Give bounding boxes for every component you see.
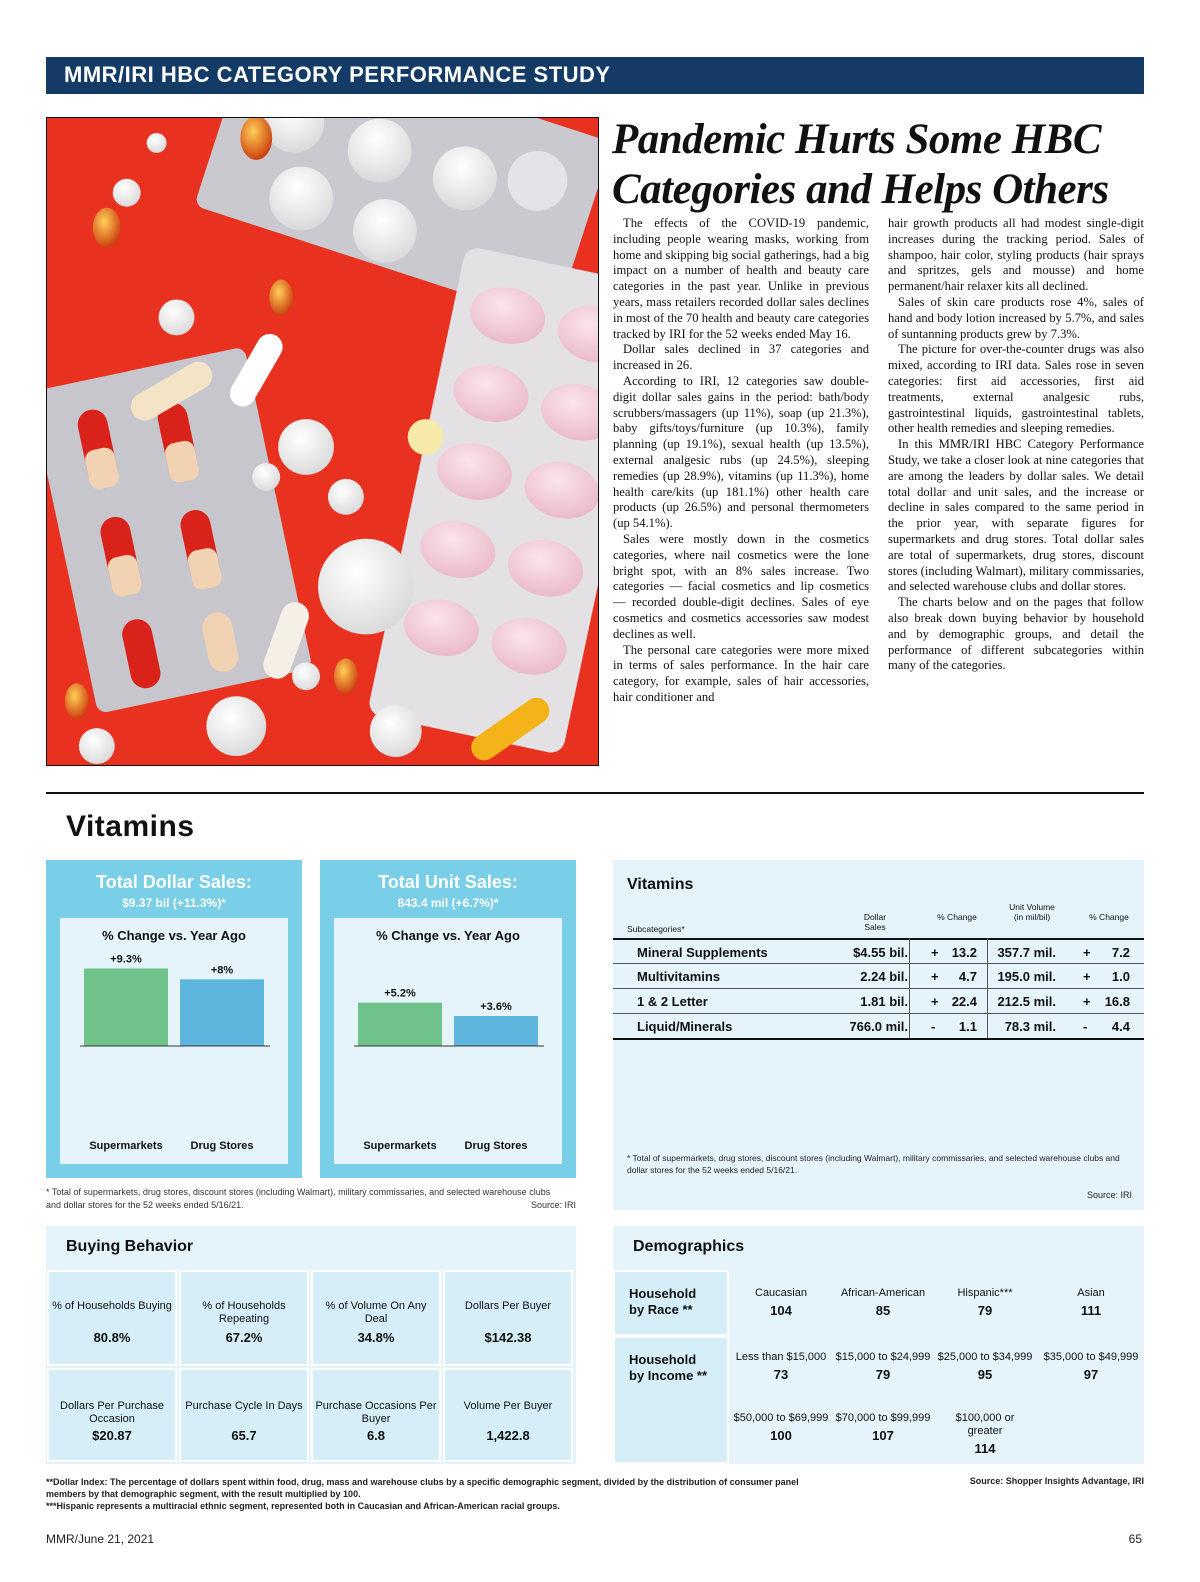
unit-chart-title: % Change vs. Year Ago — [376, 928, 520, 943]
dollar-chart-panel — [60, 918, 288, 1164]
demographic-label: $15,000 to $24,999 — [835, 1351, 931, 1363]
demographic-cell — [937, 1287, 1033, 1317]
unit-change-sign: + — [1083, 994, 1091, 1009]
demographic-index: 100 — [770, 1428, 792, 1443]
metric-label: % of Volume On Any Deal — [325, 1300, 427, 1325]
dollar-change: 22.4 — [951, 994, 977, 1009]
demographic-label: Caucasian — [755, 1287, 807, 1299]
dollar-change-sign: + — [931, 945, 939, 960]
dollar-change-sign: - — [931, 1019, 936, 1034]
summary-footnote-text: * Total of supermarkets, drug stores, discount stores (including Walmart), military commissaries, and selected warehouse clubs and dollar stores for the 52 weeks ended 5/16/21. — [46, 1187, 551, 1210]
subcategory-name: Liquid/Minerals — [637, 1019, 733, 1034]
dollar-sales: 766.0 mil. — [849, 1019, 908, 1034]
buying-behavior-cell — [179, 1270, 309, 1366]
unit-change: 1.0 — [1111, 969, 1130, 984]
metric-label: Dollars Per Buyer — [464, 1300, 552, 1312]
article-paragraph: The picture for over-the-counter drugs was also mixed, according to IRI data. Sales rose in seven categories: first aid accessories, first aid treatments, external analgesic rubs, gastrointestinal liquids, gastrointestinal tablets, other health remedies and sleeping remedies. — [888, 342, 1144, 436]
dollar-chart-title: % Change vs. Year Ago — [102, 928, 246, 943]
hispanic-note: ***Hispanic represents a multiracial ethnic segment, represented both in Caucasian and African-American racial groups. — [46, 1501, 560, 1511]
article-paragraph: According to IRI, 12 categories saw double-digit dollar sales gains in the period: bath/body scrubbers/massagers (up 11%), soap (up 21.3%), baby gifts/toys/furniture (up 10.3%), family planning (up 19.1%), sexual health (up 13.5%), external analgesic rubs (up 24.5%), sleeping remedies (up 28.9%), vitamins (up 11.3%), home health care/kits (up 181.1%) other health care products (up 26.5%) and personal thermometers (up 54.1%). — [613, 373, 869, 531]
metric-value: 67.2% — [225, 1330, 263, 1345]
buying-behavior-cell — [47, 1270, 177, 1366]
article-paragraph: hair growth products all had modest single-digit increases during the tracking period. Sales of shampoo, hair color, styling products (hair sprays and spritzes, gels and mousse) and home permanent/hair relaxer kits all declined. — [888, 216, 1144, 294]
dollar-change-sign: + — [931, 994, 939, 1009]
buying-behavior-cell — [443, 1270, 573, 1366]
bar-drug-stores — [454, 1016, 538, 1046]
total-unit-sales-box — [320, 860, 576, 1178]
demographic-index: 79 — [875, 1367, 891, 1382]
demographic-cell — [733, 1351, 829, 1381]
unit-change: 4.4 — [1111, 1019, 1130, 1034]
demographic-label: $100,000 or greater — [955, 1412, 1015, 1437]
demographic-label: $70,000 to $99,999 — [835, 1412, 931, 1424]
demographic-cell — [733, 1287, 829, 1317]
article-column-1 — [613, 216, 869, 706]
category-label: Supermarkets — [363, 1140, 437, 1152]
table-row — [613, 1013, 1144, 1040]
demographics-panel — [613, 1226, 1144, 1464]
demographic-index: 79 — [977, 1303, 993, 1318]
article-paragraph: Sales of skin care products rose 4%, sales of hand and body lotion increased by 5.7%, and sales of suntanning products grew by 7.3%. — [888, 294, 1144, 341]
summary-source: Source: IRI — [530, 1200, 576, 1210]
demographic-index: 111 — [1080, 1303, 1102, 1318]
header-pct-change-units: % Change — [1089, 912, 1129, 922]
metric-value: 1,422.8 — [486, 1428, 530, 1443]
metric-label: % of Households Repeating — [202, 1300, 286, 1325]
bar-supermarkets — [358, 1003, 442, 1046]
table-row — [613, 988, 1144, 1013]
demographic-label: African-American — [840, 1287, 926, 1299]
unit-chart-panel — [334, 918, 562, 1164]
demographic-index: 114 — [974, 1441, 996, 1456]
demographic-cell — [937, 1351, 1033, 1381]
header-banner — [46, 57, 1144, 94]
dollar-sales-value: $9.37 bil (+11.3%)* — [122, 896, 226, 910]
demographic-cell — [937, 1412, 1033, 1455]
unit-sales-title: Total Unit Sales: — [378, 872, 518, 892]
dollar-change: 4.7 — [958, 969, 977, 984]
subcategory-name: Multivitamins — [637, 969, 721, 984]
demographic-label: Less than $15,000 — [735, 1351, 827, 1363]
demographic-label: $25,000 to $34,999 — [937, 1351, 1033, 1363]
category-label: Supermarkets — [89, 1140, 163, 1152]
metric-value: $142.38 — [484, 1330, 532, 1345]
dollar-sales: $4.55 bil. — [853, 945, 908, 960]
publication-date: MMR/June 21, 2021 — [46, 1532, 155, 1546]
summary-footnote — [46, 1186, 576, 1212]
demographic-label: Asian — [1077, 1287, 1105, 1299]
metric-label: Purchase Occasions Per Buyer — [315, 1400, 437, 1425]
demographic-cell — [1043, 1351, 1139, 1381]
page-footnotes — [46, 1476, 806, 1512]
unit-volume: 357.7 mil. — [997, 945, 1056, 960]
dollar-change-chart — [60, 918, 288, 1164]
metric-label: % of Households Buying — [52, 1300, 172, 1312]
dollar-change: 13.2 — [951, 945, 977, 960]
buying-behavior-cell — [311, 1368, 441, 1462]
subcategory-name: 1 & 2 Letter — [637, 994, 708, 1009]
metric-value: $20.87 — [92, 1428, 132, 1443]
table-row — [613, 963, 1144, 988]
unit-change: 16.8 — [1104, 994, 1130, 1009]
race-row-label: Household by Race ** — [613, 1270, 729, 1336]
demographic-index: 104 — [770, 1303, 792, 1318]
article-column-2 — [888, 216, 1144, 674]
headline-line-1: Pandemic Hurts Some HBC — [612, 116, 1102, 163]
unit-change-sign: + — [1083, 969, 1091, 984]
metric-label: Volume Per Buyer — [463, 1400, 553, 1412]
category-label: Drug Stores — [190, 1140, 254, 1152]
demographic-cell — [733, 1412, 829, 1442]
header-pct-change: % Change — [937, 912, 977, 922]
bar-value-label: +8% — [210, 964, 234, 977]
bar-value-label: +3.6% — [480, 1001, 512, 1013]
demographic-index: 85 — [875, 1303, 891, 1318]
section-divider — [46, 792, 1144, 794]
total-dollar-sales-box — [46, 860, 302, 1178]
bar-value-label: +5.2% — [384, 987, 416, 1000]
demographic-label: $50,000 to $69,999 — [733, 1412, 829, 1424]
vitamins-table-source: Source: IRI — [1086, 1190, 1132, 1200]
table-divider — [987, 938, 988, 1038]
demographic-index: 95 — [977, 1367, 993, 1382]
unit-volume: 78.3 mil. — [1004, 1019, 1056, 1034]
subcategory-name: Mineral Supplements — [637, 945, 768, 960]
metric-value: 6.8 — [366, 1428, 386, 1443]
vitamins-table-panel — [613, 860, 1144, 1210]
unit-change-sign: + — [1083, 945, 1091, 960]
metric-label: Dollars Per Purchase Occasion — [60, 1400, 164, 1425]
demographic-cell — [1043, 1287, 1139, 1317]
unit-change-sign: - — [1083, 1019, 1088, 1034]
vitamins-table-footnote: * Total of supermarkets, drug stores, discount stores (including Walmart), military commissaries, and selected warehouse clubs and dollar stores for the 52 weeks ended 5/16/21. — [627, 1153, 1120, 1175]
unit-volume: 212.5 mil. — [997, 994, 1056, 1009]
table-divider — [909, 938, 910, 1038]
banner-text: MMR/IRI HBC CATEGORY PERFORMANCE STUDY — [64, 62, 611, 87]
bar-drug-stores — [180, 979, 264, 1046]
demographic-cell — [835, 1412, 931, 1442]
article-paragraph: The effects of the COVID-19 pandemic, including people wearing masks, working from home and skipping big social gatherings, had a big impact on a number of health and beauty care categories in the past year. Unlike in previous years, mass retailers recorded dollar sales declines in most of the 70 health and beauty care categories tracked by IRI for the 52 weeks ended May 16. — [613, 216, 869, 341]
table-row — [613, 938, 1144, 963]
demographic-label: Hispanic*** — [957, 1287, 1013, 1299]
buying-behavior-cell — [443, 1368, 573, 1462]
income-row-label: Household by Income ** — [613, 1336, 729, 1464]
article-paragraph: Sales were mostly down in the cosmetics categories, where nail cosmetics were the lone bright spot, with an 8% sales increase. Two categories — facial cosmetics and lip cosmetics — recorded double-digit declines. Sales of eye cosmetics and cosmetics accessories saw modest declines as well. — [613, 531, 869, 641]
demographic-cell — [835, 1287, 931, 1317]
buying-behavior-panel — [46, 1226, 576, 1464]
pills-photo — [46, 117, 599, 766]
unit-volume: 195.0 mil. — [997, 969, 1056, 984]
demographics-title: Demographics — [633, 1238, 745, 1255]
demographics-source: Source: Shopper Insights Advantage, IRI — [969, 1476, 1144, 1486]
vitamins-table-title: Vitamins — [627, 876, 694, 893]
demographic-cell — [835, 1351, 931, 1381]
bar-supermarkets — [84, 969, 168, 1047]
header-unit-volume: Unit Volume (in mil/bil) — [1009, 902, 1055, 922]
demographic-label: $35,000 to $49,999 — [1043, 1351, 1139, 1363]
article-paragraph: In this MMR/IRI HBC Category Performance Study, we take a closer look at nine categories that are among the leaders by dollar sales. We detail total dollar and unit sales, and the increase or decline in sales compared to the same period in the prior year, with separate figures for supermarkets and drug stores. Total dollar sales are total of supermarkets, drug stores, discount stores (including Walmart), military commissaries, and selected warehouse clubs and dollar stores. — [888, 437, 1144, 594]
unit-change: 7.2 — [1111, 945, 1130, 960]
metric-value: 65.7 — [231, 1428, 257, 1443]
metric-value: 80.8% — [93, 1330, 131, 1345]
page-number: 65 — [1128, 1532, 1142, 1546]
buying-behavior-title: Buying Behavior — [66, 1238, 194, 1255]
buying-behavior-cell — [47, 1368, 177, 1462]
metric-value: 34.8% — [357, 1330, 395, 1345]
article-headline — [612, 115, 1152, 215]
metric-label: Purchase Cycle In Days — [185, 1400, 303, 1412]
bar-value-label: +9.3% — [110, 953, 142, 966]
demographic-index: 73 — [773, 1367, 789, 1382]
buying-behavior-cell — [311, 1270, 441, 1366]
headline-line-2: Categories and Helps Others — [612, 166, 1109, 213]
unit-sales-value: 843.4 mil (+6.7%)* — [397, 896, 499, 910]
article-paragraph: Dollar sales declined in 37 categories and increased in 26. — [613, 342, 869, 373]
dollar-index-note: **Dollar Index: The percentage of dollars spent within food, drug, mass and warehouse clubs by a specific demographic segment, divided by the distribution of consumer panel members by that demographic segment, with the result multiplied by 100. — [46, 1477, 799, 1499]
demographic-index: 97 — [1083, 1367, 1099, 1382]
header-subcategories: Subcategories* — [627, 924, 685, 934]
unit-change-chart — [334, 918, 562, 1164]
dollar-change: 1.1 — [958, 1019, 977, 1034]
buying-behavior-cell — [179, 1368, 309, 1462]
dollar-change-sign: + — [931, 969, 939, 984]
category-label: Drug Stores — [464, 1140, 528, 1152]
dollar-sales-title: Total Dollar Sales: — [96, 872, 252, 892]
dollar-sales: 2.24 bil. — [860, 969, 908, 984]
section-title: Vitamins — [66, 810, 195, 843]
demographic-index: 107 — [872, 1428, 894, 1443]
dollar-sales: 1.81 bil. — [860, 994, 908, 1009]
header-dollar-sales: Dollar Sales — [863, 912, 887, 932]
article-paragraph: The charts below and on the pages that follow also break down buying behavior by household and by demographic groups, and detail the performance of different subcategories within many of the categories. — [888, 595, 1144, 673]
article-paragraph: The personal care categories were more mixed in terms of sales performance. In the hair care category, for example, sales of hair accessories, hair conditioner and — [613, 642, 869, 704]
